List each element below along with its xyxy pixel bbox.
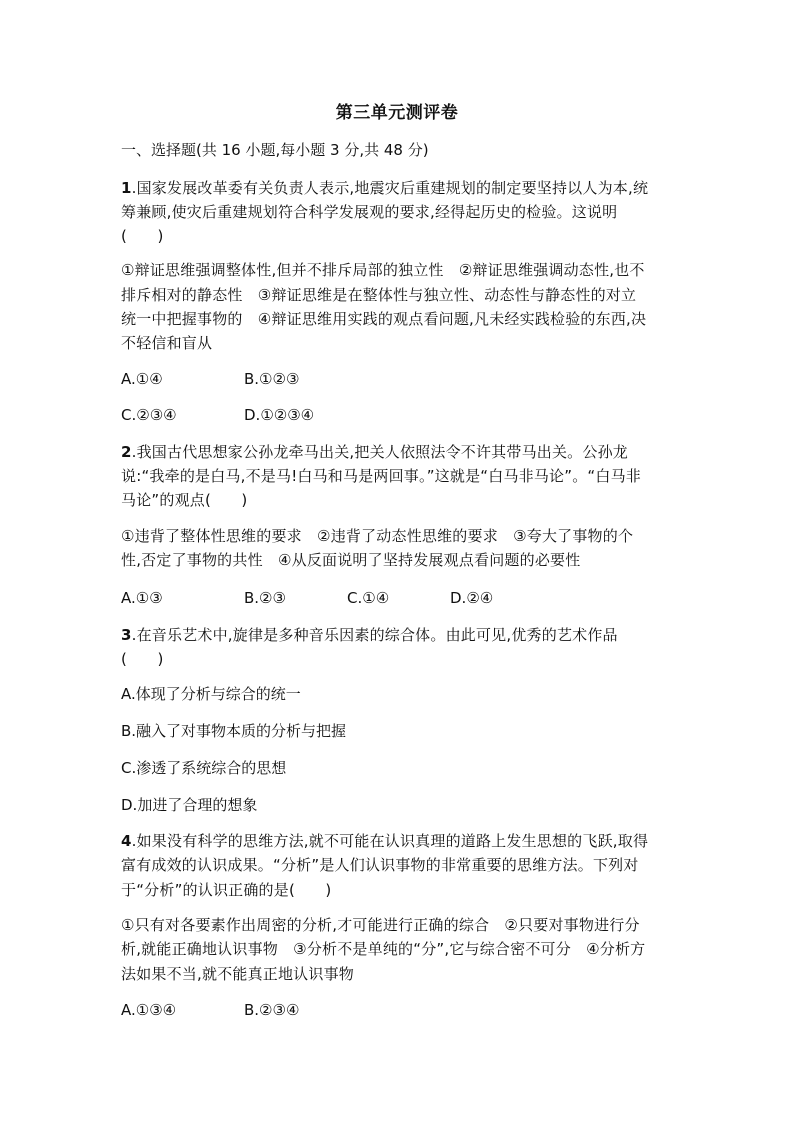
- question-1-option-c[interactable]: C.②③④: [121, 406, 177, 424]
- question-2-stem-line: [121, 440, 681, 464]
- question-2-option-b[interactable]: B.②③: [244, 589, 286, 607]
- page-title: 第三单元测评卷: [335, 103, 459, 123]
- question-number: 4: [121, 832, 132, 850]
- question-1-option-b[interactable]: B.①②③: [244, 370, 300, 388]
- question-4-stem-line: 于“分析”的认识正确的是( ): [121, 881, 332, 899]
- question-2-statement-line: ①违背了整体性思维的要求 ②违背了动态性思维的要求 ③夸大了事物的个: [121, 527, 634, 545]
- question-4-statement-line: ①只有对各要素作出周密的分析,才可能进行正确的综合 ②只要对事物进行分: [121, 916, 640, 934]
- question-1-statement-line: 统一中把握事物的 ④辩证思维用实践的观点看问题,凡未经实践检验的东西,决: [121, 310, 647, 328]
- question-4-stem-line: 富有成效的认识成果。“分析”是人们认识事物的非常重要的思维方法。下列对: [121, 856, 639, 874]
- question-1-statement-line: ①辩证思维强调整体性,但并不排斥局部的独立性 ②辩证思维强调动态性,也不: [121, 261, 645, 279]
- question-1-stem-line: 筹兼顾,使灾后重建规划符合科学发展观的要求,经得起历史的检验。这说明: [121, 203, 618, 221]
- question-2-option-a[interactable]: A.①③: [121, 589, 163, 607]
- question-2-statement-line: 性,否定了事物的共性 ④从反面说明了坚持发展观点看问题的必要性: [121, 551, 581, 569]
- question-2-option-d[interactable]: D.②④: [450, 589, 494, 607]
- question-2-stem-line: 马论”的观点( ): [121, 491, 248, 509]
- question-3-stem-line: ( ): [121, 650, 164, 668]
- question-number: 2: [121, 443, 132, 461]
- question-2-option-c[interactable]: C.①④: [347, 589, 390, 607]
- question-1-stem-line: [121, 176, 681, 200]
- question-3-stem-line: [121, 623, 681, 647]
- question-4-stem-line: [121, 829, 681, 853]
- question-text: .国家发展改革委有关负责人表示,地震灾后重建规划的制定要坚持以人为本,统: [131, 179, 649, 197]
- question-number: 1: [121, 179, 132, 197]
- question-3-option-d[interactable]: D.加进了合理的想象: [121, 796, 258, 814]
- question-4-statement-line: 法如果不当,就不能真正地认识事物: [121, 965, 354, 983]
- question-1-statement-line: 不轻信和盲从: [121, 334, 213, 352]
- question-4-statement-line: 析,就能正确地认识事物 ③分析不是单纯的“分”,它与综合密不可分 ④分析方: [121, 940, 646, 958]
- question-text: .在音乐艺术中,旋律是多种音乐因素的综合体。由此可见,优秀的艺术作品: [131, 626, 618, 644]
- question-1-stem-line: ( ): [121, 227, 164, 245]
- question-number: 3: [121, 626, 132, 644]
- question-3-option-c[interactable]: C.渗透了系统综合的思想: [121, 759, 287, 777]
- question-3-option-a[interactable]: A.体现了分析与综合的统一: [121, 685, 301, 703]
- question-1-option-d[interactable]: D.①②③④: [244, 406, 315, 424]
- question-3-option-b[interactable]: B.融入了对事物本质的分析与把握: [121, 722, 347, 740]
- question-1-option-a[interactable]: A.①④: [121, 370, 163, 388]
- question-1-statement-line: 排斥相对的静态性 ③辩证思维是在整体性与独立性、动态性与静态性的对立: [121, 286, 637, 304]
- question-text: .如果没有科学的思维方法,就不可能在认识真理的道路上发生思想的飞跃,取得: [131, 832, 649, 850]
- question-text: .我国古代思想家公孙龙牵马出关,把关人依照法令不许其带马出关。公孙龙: [131, 443, 628, 461]
- question-4-option-b[interactable]: B.②③④: [244, 1001, 300, 1019]
- section-heading: 一、选择题(共 16 小题,每小题 3 分,共 48 分): [121, 141, 429, 159]
- question-2-stem-line: 说:“我牵的是白马,不是马!白马和马是两回事。”这就是“白马非马论”。“白马非: [121, 467, 641, 485]
- question-4-option-a[interactable]: A.①③④: [121, 1001, 177, 1019]
